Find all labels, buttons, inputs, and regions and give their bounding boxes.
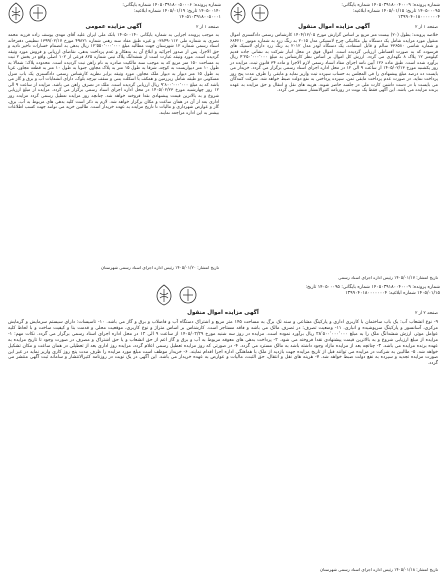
notice-footer: تاریخ انتشار: ۱۴۰۵/۰۱/۱۷ رئیس اداره اجرای اسناد رسمی [338,274,438,280]
notice-body: ۹- نوع انشعاب آب: یک باب ساختمان با کاربری اداری و پارکینگ مشاعی و سند تک برگ به مساحت ۱۴۵ متر مربع و اشتراک دستگاه آب و فاضلاب و برق و گاز می باشد. ۱۰- تاسیسات: دارای سیستم سرمایش و گرمایش مرکزی، آسانسور و پارکینگ سرپوشیده و انباری. ۱۱- وضعیت تصرف: در تصرف مالک می باشد و فاقد مستاجر است. کارشناس بر اساس متراژ و نوع کاربری، موقعیت محلی و قدمت بنا و کیفیت ساخت و با لحاظ کلیه عوامل موثر، ارزش ششدانگ ملک را به مبلغ ۲۸٬۵۰۰٬۰۰۰٬۰۰۰ ریال برآورد نموده است. مزایده در روز سه شنبه مورخ ۱۴۰۵/۰۲/۲۹ از ساعت ۹ الی ۱۲ در محل اداره اجرای اسناد رسمی برگزار می گردد. نکات مهم: ۱- مزایده از مبلغ ارزیابی شروع و به بالاترین قیمت پیشنهادی نقدا فروخته می شود. ۲- پرداخت بدهی های معوقه مربوط به آب و برق و گاز اعم از حق انشعاب و یا حق اشتراک و مصرف در صورت وجود تا تاریخ مزایده به عهده برنده مزایده می باشد. ۳- چنانچه بعد از مزایده مازاد وجود داشته باشد به مالک مسترد می گردد. ۴- در صورتی که روز مزایده تعطیل رسمی اعلام گردد، مزایده روز اداری بعد از تعطیلی در همان ساعت و مکان تشکیل خواهد شد. ۵- طالبین به شرکت در مزایده می توانند قبل از تاریخ مزایده جهت بازدید از ملک با هماهنگی اداره اجرا اقدام نمایند. ۶- خریدار موظف است مبلغ مورد مزایده را ظرف مدت پنج روز کاری واریز نماید در غیر این صورت مزایده تجدید و سپرده به نفع دولت ضبط خواهد شد. ۷- هزینه های نقل و انتقال، حق الثبت، مالیات و عوارض به عهده خریدار می باشد. این آگهی در یک نوبت در روزنامه کثیرالانتشار و سامانه ثبت آگهی منتشر می گردد. [8,320,439,367]
emblem-icon [178,284,198,306]
emblem-icon [6,2,26,24]
notice-title: آگهی مزایده اموال منقول [187,310,259,316]
page-number: صفحه ۲ از ۲ [415,311,438,316]
notice-header [4,284,442,310]
notice-bottom [4,284,442,574]
emblem-icon [154,284,174,306]
emblem-icon [28,2,48,24]
notice-title: آگهی مزایده اموال منقول [298,24,370,30]
notice-top-left [4,2,223,272]
notice-title: آگهی مزایده عمومی [85,24,142,30]
notice-meta: شماره پرونده: ۱۴۰۵۰۳۹۱۸۰۰۵۰۰۰۶ شماره بایگانی: ۱۴۰۵۰۰۱۴۰ تاریخ: ۱۴۰۵/۰۱/۱۹ شماره ابلاغیه: ۱۴۰۵۱۰۳۹۱۸۰۰۵۰۰۰۱ [122,3,221,20]
page-number: صفحه ۱ از ۲ [415,25,438,30]
notice-meta: شماره پرونده: ۱۴۰۵۰۳۹۱۸۰۰۴۰۰۰۹ شماره بایگانی: ۱۴۰۵۰۰۰۹۵ تاریخ: ۱۴۰۵/۰۱/۱۵ شماره ابلاغیه: ۱۳۹۹۰۴۰۱۸۰۰۰۰۰۰۰۴ [305,285,440,296]
notice-footer: تاریخ انتشار: ۱۴۰۵/۰۱/۲۰ رئیس اداره اجرای اسناد رسمی شهرستان [101,264,219,270]
notice-body: به موجب پرونده اجرایی به شماره بایگانی ۱۴۰۵۰۰۱۴۰ بانک ملی ایران علیه آقای مهدی یوسف زاده فرزند محمد نصری به شماره ملی ۰۳۸۴۹۰۱۱۲ و غیره طبق مفاد سند رهنی شماره ۴۹۸۲۱ مورخ ۱۳۹۹/۰۲/۱۷ تنظیمی دفترخانه اسناد رسمی شماره ۱۲ شهرستان جهت مطالبه مبلغ ۱۲٬۵۵۰٬۰۰۰٬۰۰۰ ریال بدهی به انضمام خسارات تاخیر تادیه و حق الاجرا، پس از صدور اجرائیه و ابلاغ آن به بدهکار و عدم پرداخت بدهی، تقاضای ارزیابی و فروش مورد وثیقه گردیده است. مورد وثیقه عبارت است از ششدانگ پلاک ثبتی شماره ۸۲۵ فرعی از ۱۰۲ اصلی واقع در بخش ۲ ثبت به مساحت ۱۵۰ متر مربع که به موجب سند مالکیت صادره به نام راهن ثبت گردیده است. محدوده پلاک: شمالا به طول ۱۰ متر دیواریست به کوچه، شرقا به طول ۱۵ متر به پلاک مجاور، جنوبا به طول ۱۰ متر به قطعه مجاور، غربا به طول ۱۵ متر دیوار به دیوار ملک مجاور. مورد وثیقه برابر نظریه کارشناس رسمی دادگستری یک باب منزل مسکونی دو طبقه شامل زیرزمین و همکف با اسکلت بتنی و سقف تیرچه بلوک، دارای انشعابات آب و برق و گاز می باشد که به مبلغ ۹٬۸۰۰٬۰۰۰٬۰۰۰ ریال ارزیابی گردیده است. ملک در تصرف راهن می باشد. مزایده از ساعت ۹ الی ۱۲ روز چهارشنبه مورخ ۱۴۰۵/۰۲/۲۳ در محل اداره اجرای اسناد رسمی برگزار می گردد. مزایده از مبلغ ارزیابی شروع و به بالاترین قیمت پیشنهادی نقدا فروخته خواهد شد. چنانچه روز مزایده تعطیل رسمی گردد مزایده روز اداری بعد از آن در همان ساعت و مکان برگزار خواهد شد. لازم به ذکر است کلیه بدهی های مربوط به آب، برق، گاز و عوارض شهرداری و مالیات تا تاریخ مزایده به عهده خریدار است. طالبین خرید می توانند جهت کسب اطلاعات بیشتر به این اداره مراجعه نمایند. [8,33,220,116]
notice-footer: تاریخ انتشار: ۱۴۰۵/۰۱/۱۸ رئیس اداره اجرای اسناد رسمی شهرستان [320,566,438,572]
notice-meta: شماره پرونده: ۱۴۰۵۰۳۹۱۸۰۰۴۰۰۰۹ شماره بایگانی: ۱۴۰۵۰۰۰۹۵ تاریخ: ۱۴۰۵/۰۱/۱۵ شماره ابلاغیه: ۱۳۹۹۰۴۰۱۸۰۰۰۰۰۰۰۴ [341,3,440,20]
emblem-icon [228,2,248,24]
emblem-icon [250,2,270,24]
notice-body: خلاصه پرونده: بطول (۲۰) بیست متر مربع بر اساس گزارش مورخ ۱۴۰۴/۱۲/۰۵ کارشناس رسمی دادگستری اموال منقول مورد مزایده شامل یک دستگاه بیل مکانیکی چرخ لاستیکی مدل ۲۰۱۵ به رنگ زرد به شماره موتور ۶۸۴۲۱۰ و شماره شاسی ۳۳۶۵۸۰ سالم و قابل استفاده، یک دستگاه لودر مدل ۲۰۱۲ به رنگ زرد دارای لاستیک های فرسوده که به صورت اقساطی ارزیابی گردیده است. اموال فوق در محل انبار شرکت به نشانی جاده قدیم کیلومتر ۱۲ پلاک ۸ نگهداری می گردد. ارزش کل اموال بر اساس نظر کارشناس به مبلغ ۴٬۲۵۰٬۰۰۰٬۰۰۰ ریال برآورد شده است. طبق ماده ۱۲۶ آیین نامه اجرای مفاد اسناد رسمی لازم الاجرا و ماده ۳۴ قانون ثبت، مزایده در روز یکشنبه مورخ ۱۴۰۵/۰۲/۱۳ از ساعت ۹ الی ۱۲ در محل اداره اجرای اسناد رسمی برگزار می گردد. خریدار می بایست ده درصد مبلغ پیشنهادی را فی المجلس به حساب سپرده ثبت واریز نماید و مابقی را ظرف مدت پنج روز پرداخت نماید. در صورت عدم پرداخت مابقی ثمن، سپرده پرداختی به نفع دولت ضبط خواهد شد. شرکت کنندگان می بایست با در دست داشتن کارت ملی در جلسه حاضر شوند. هزینه های نقل و انتقال و حق مزایده به عهده برنده مزایده می باشد. این آگهی فقط یک نوبت در روزنامه کثیرالانتشار منتشر می گردد. [230,33,439,94]
page-number: صفحه ۱ از ۲ [196,25,219,30]
notice-top-right [226,2,442,282]
